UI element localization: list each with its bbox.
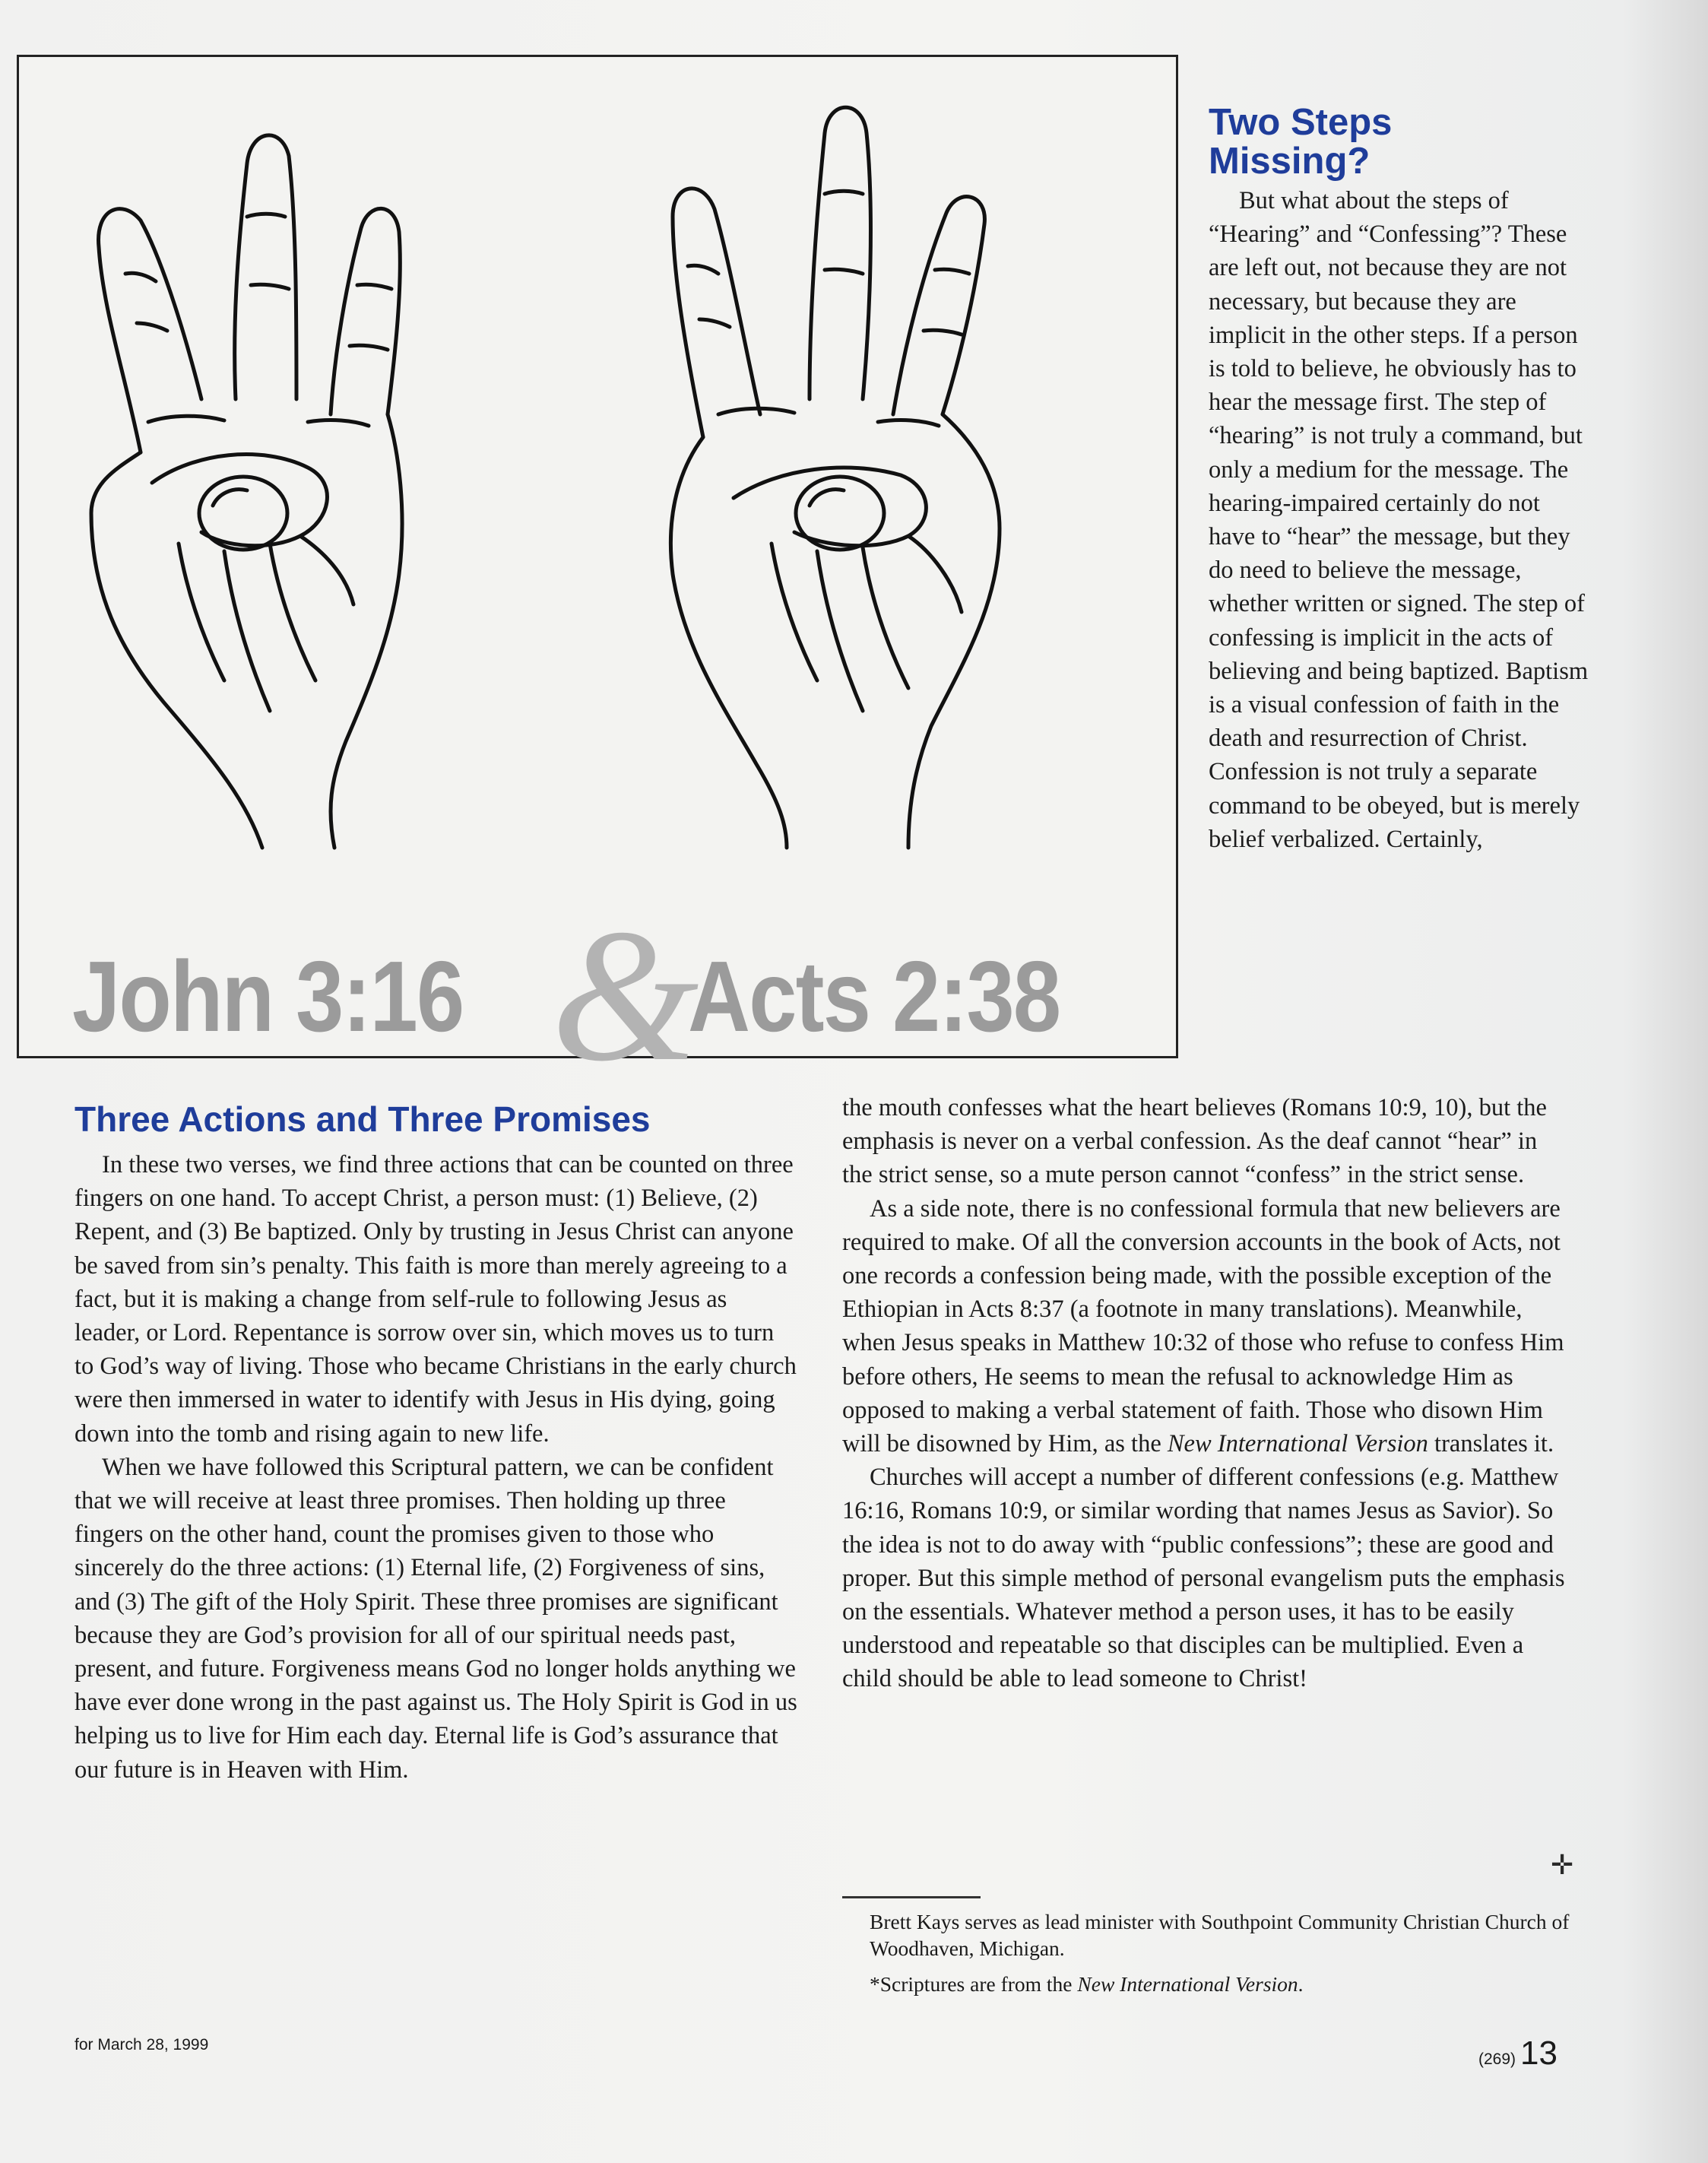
right-paragraph-1: the mouth confesses what the heart believes (Romans 10:9, 10), but the emphasis is never on a verbal confession. As the deaf cannot “hear” in the strict sense, so a mute person cannot “confess” in the strict sense.: [842, 1094, 1547, 1189]
right-paragraph-2-text: As a side note, there is no confessional formula that new believers are required to make. Of all the conversion accounts in the book of Acts, not one records a confession being made, with the possible exception of the Ethiopian in Acts 8:37 (a footnote in many translations). Meanwhile, when Jesus speaks in Matthew 10:32 of those who refuse to confess Him before others, He seems to mean the refusal to acknowledge Him as opposed to making a verbal statement of faith. Those who disown Him will be disowned by Him, as the: [842, 1194, 1564, 1458]
cumulative-page: (269): [1478, 2050, 1516, 2068]
sidebar-heading-line1: Two Steps: [1209, 102, 1393, 143]
right-column: [842, 1091, 1572, 1696]
right-paragraph-2: [842, 1192, 1572, 1461]
verse-caption: [65, 890, 1159, 1101]
author-bio: Brett Kays serves as lead minister with Southpoint Community Christian Church of Woodhaven, Michigan.: [870, 1910, 1570, 1960]
right-paragraph-2-end: translates it.: [1428, 1430, 1554, 1458]
page-number-block: [1478, 2035, 1557, 2073]
sidebar-heading: [1209, 103, 1392, 182]
sidebar-heading-line2: Missing?: [1209, 141, 1371, 182]
main-heading: Three Actions and Three Promises: [74, 1099, 651, 1139]
right-paragraph-3: Churches will accept a number of different confessions (e.g. Matthew 16:16, Romans 10:9, or similar wording that names Jesus as Savior). So the idea is not to do away with “public confessions”; these are good and proper. But this simple method of personal evangelism puts the emphasis on the essentials. Whatever method a person uses, it has to be easily understood and repeatable so that disciples can be multiplied. Even a child should be able to lead someone to Christ!: [842, 1464, 1565, 1693]
sidebar-paragraph: But what about the steps of “Hearing” and “Confessing”? These are left out, not because they are not necessary, but because they are implicit in the other steps. If a person is told to believe, he obviously has to hear the message first. The step of “hearing” is not truly a command, but only a medium for the message. The hearing-impaired certainly do not have to “hear” the message, but they do need to believe the message, whether written or signed. The step of confessing is implicit in the acts of believing and being baptized. Baptism is a visual confession of faith in the death and resurrection of Christ. Confession is not truly a separate command to be obeyed, but is merely belief verbalized. Certainly,: [1209, 187, 1589, 853]
issue-date: for March 28, 1999: [74, 2036, 209, 2054]
left-column: [74, 1148, 798, 1787]
illustration-box: [17, 55, 1178, 1101]
scripture-note: [842, 1972, 1572, 1996]
main-paragraph-2: When we have followed this Scriptural pattern, we can be confident that we will receive at least three promises. Then holding up three fingers on the other hand, count the promises given to those who sincerely do the three actions: (1) Eternal life, (2) Forgiveness of sins, and (3) The gift of the Holy Spirit. These three promises are significant because they are God’s provision for all of our spiritual needs past, present, and future. Forgiveness means God no longer holds anything we have ever done wrong in the past against us. The Holy Spirit is God in us helping us to live for Him each day. Eternal life is God’s assurance that our future is in Heaven with Him.: [74, 1453, 797, 1784]
right-hand-icon: [670, 107, 1000, 848]
scripture-note-end: .: [1298, 1972, 1304, 1996]
page-number: 13: [1520, 2035, 1557, 2072]
scripture-note-version: New International Version: [1077, 1972, 1298, 1996]
ampersand: &: [551, 890, 699, 1101]
main-paragraph-1: In these two verses, we find three actions that can be counted on three fingers on one hand. To accept Christ, a person must: (1) Believe, (2) Repent, and (3) Be baptized. Only by trusting in Jesus Christ can anyone be saved from sin’s penalty. This faith is more than merely agreeing to a fact, but it is making a change from self-rule to following Jesus as leader, or Lord. Repentance is sorrow over sin, which moves us to turn to God’s way of living. Those who became Christians in the early church were then immersed in water to identify with Jesus in His dying, going down into the tomb and rising again to new life.: [74, 1151, 797, 1448]
footnote-rule: [842, 1896, 981, 1898]
verse-john: John 3:16: [72, 940, 464, 1052]
verse-acts: Acts 2:38: [688, 940, 1060, 1052]
sidebar-column: [1209, 184, 1589, 856]
scripture-note-text: *Scriptures are from the: [870, 1972, 1078, 1996]
nivi-title: New International Version: [1167, 1430, 1428, 1458]
end-mark-icon: ✛: [1551, 1850, 1574, 1880]
left-hand-icon: [91, 135, 402, 848]
